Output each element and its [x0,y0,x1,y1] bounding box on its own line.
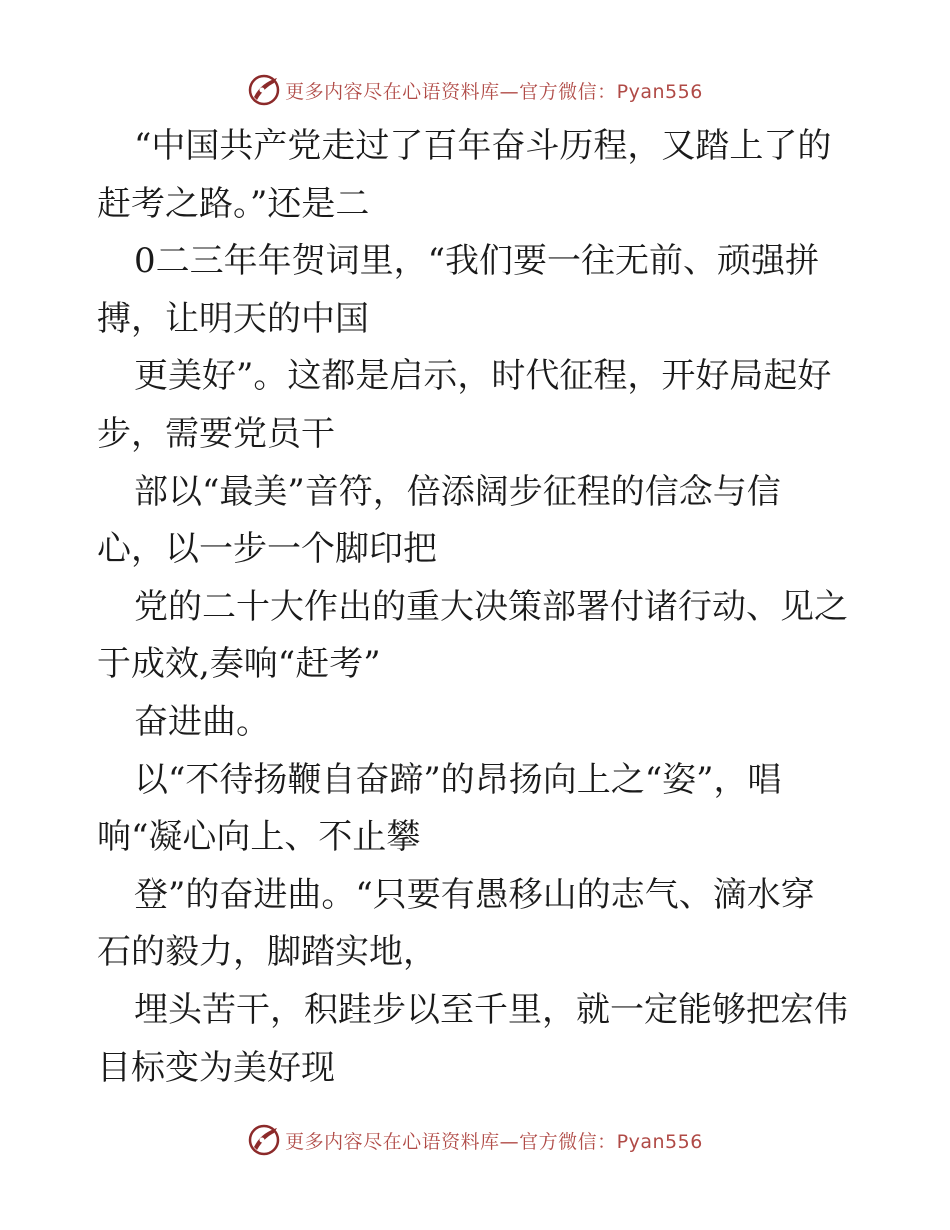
document-body [97,118,867,1097]
text-line: 更美好”。这都是启示，时代征程，开好局起好 [134,356,832,397]
text-line: 搏，让明天的中国 [97,298,369,339]
header-banner-text: 更多内容尽在心语资料库—官方微信：Pyan556 [285,80,703,103]
pen-logo-icon [247,73,281,107]
text-line: 以“不待扬鞭自奋蹄”的昂扬向上之“姿”，唱 [134,759,782,800]
text-line: 于成效,奏响“赶考” [97,644,381,685]
text-line: 0二三年年贺词里，“我们要一往无前、顽强拼 [134,241,820,282]
footer-banner-text: 更多内容尽在心语资料库—官方微信：Pyan556 [285,1130,703,1153]
text-line: “中国共产党走过了百年奋斗历程，又踏上了的 [134,126,832,166]
text-line: 目标变为美好现 [97,1047,335,1088]
text-line: 埋头苦干，积跬步以至千里，就一定能够把宏伟 [134,989,848,1030]
text-line: 步，需要党员干 [97,413,335,454]
text-line: 赶考之路。”还是二 [97,183,370,224]
pen-logo-icon [247,1123,281,1157]
text-line: 心，以一步一个脚印把 [97,529,437,570]
text-line: 奋进曲。 [134,701,270,742]
text-line: 部以“最美”音符，倍添阔步征程的信念与信 [134,471,781,512]
text-line: 党的二十大作出的重大决策部署付诸行动、见之 [134,586,848,627]
text-line: 登”的奋进曲。“只要有愚移山的志气、滴水穿 [134,874,815,915]
text-line: 石的毅力，脚踏实地， [97,932,437,973]
footer-banner [0,1120,950,1160]
text-line: 响“凝心向上、不止攀 [97,817,421,858]
header-banner [0,70,950,110]
